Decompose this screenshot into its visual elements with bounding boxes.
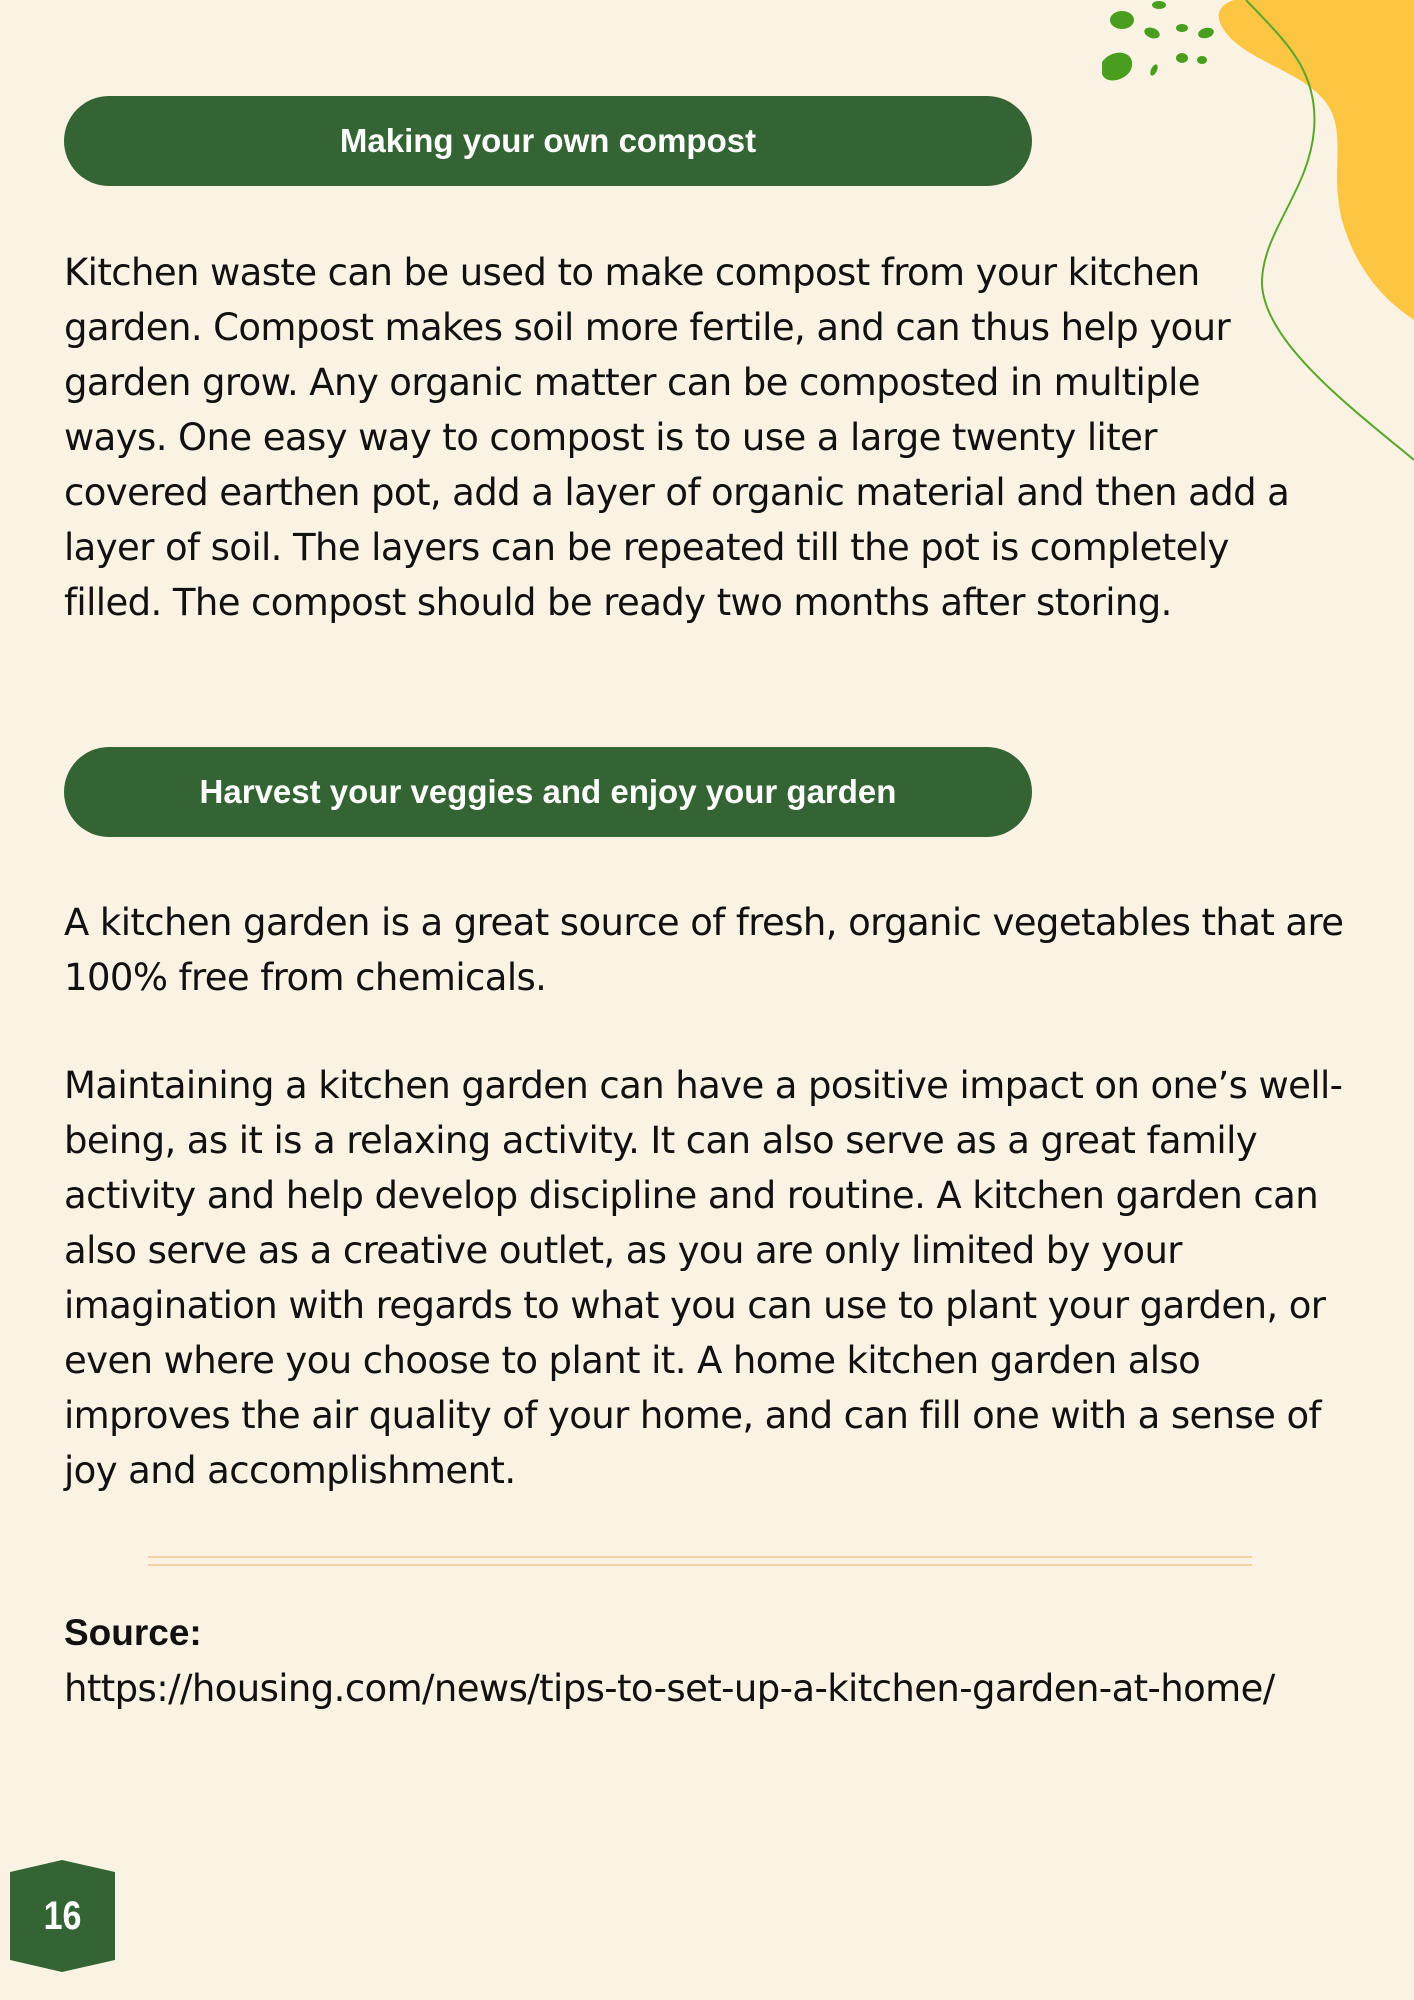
source-label: Source: xyxy=(64,1612,202,1653)
section-divider xyxy=(148,1556,1252,1566)
section-heading-compost: Making your own compost xyxy=(64,96,1032,186)
harvest-paragraph-1: A kitchen garden is a great source of fresh, organic vegetables that are 100% free from chemicals. xyxy=(64,901,1344,999)
page-number: 16 xyxy=(43,1893,82,1938)
section-heading-harvest: Harvest your veggies and enjoy your garden xyxy=(64,747,1032,837)
source-link[interactable]: https://housing.com/news/tips-to-set-up-a-kitchen-garden-at-home/ xyxy=(64,1667,1275,1710)
harvest-paragraph-2: Maintaining a kitchen garden can have a positive impact on one’s well-being, as it is a relaxing activity. It can also serve as a great family activity and help develop discipline and routine. A kitchen garden can also serve as a creative outlet, as you are only limited by your imagination with regards to what you can use to plant your garden, or even where you choose to plant it. A home kitchen garden also improves the air quality of your home, and can fill one with a sense of joy and accomplishment. xyxy=(64,1064,1343,1492)
compost-paragraph: Kitchen waste can be used to make compost from your kitchen garden. Compost makes soil more fertile, and can thus help your garden grow. Any organic matter can be composted in multiple ways. One easy way to compost is to use a large twenty liter covered earthen pot, add a layer of organic material and then add a layer of soil. The layers can be repeated till the pot is completely filled. The compost should be ready two months after storing. xyxy=(64,251,1290,624)
